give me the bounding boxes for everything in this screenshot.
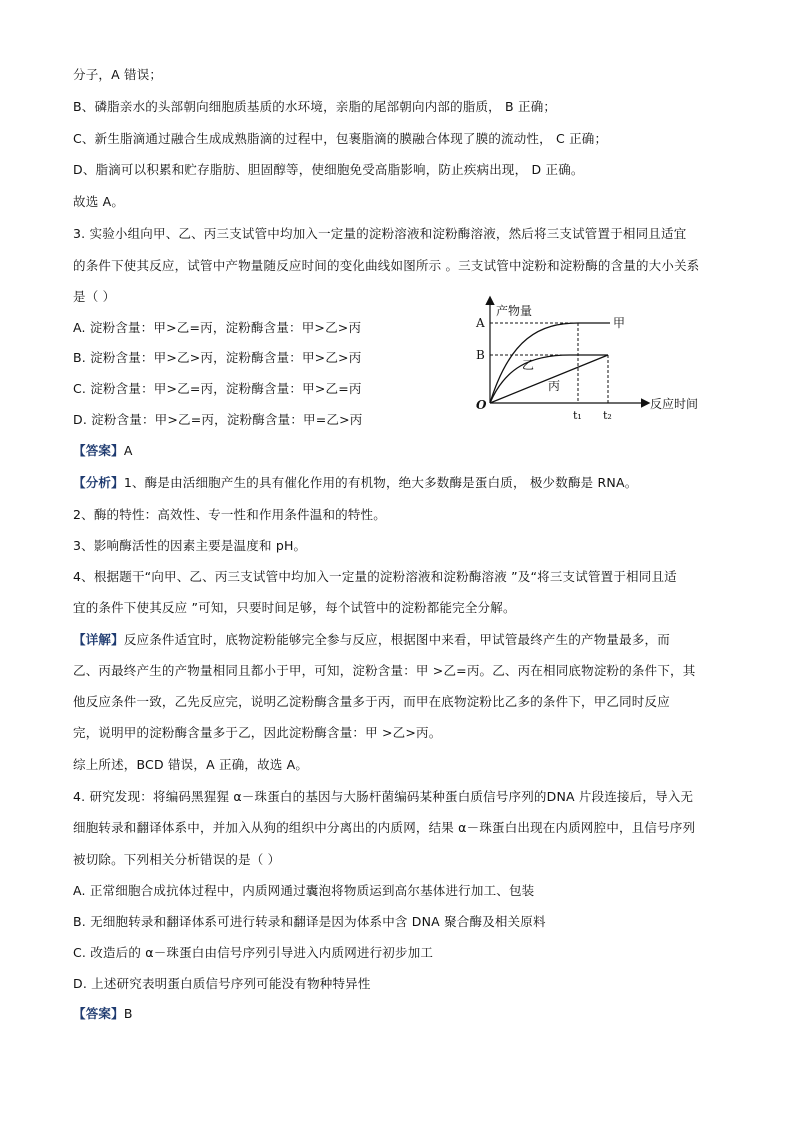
text-line: 宜的条件下使其反应 ”可知，只要时间足够，每个试管中的淀粉都能完全分解。 <box>73 600 516 615</box>
detail-tag: 【详解】 <box>73 632 124 647</box>
origin-label: O <box>476 398 487 412</box>
option-b: B. 淀粉含量：甲>乙>丙，淀粉酶含量：甲>乙>丙 <box>73 350 362 365</box>
text-line: 2、酶的特性：高效性、专一性和作用条件温和的特性。 <box>73 507 386 522</box>
question-3-stem: 3. 实验小组向甲、乙、丙三支试管中均加入一定量的淀粉溶液和淀粉酶溶液，然后将三支试管置于相同且适宜 <box>73 226 687 241</box>
text-line: 3、影响酶活性的因素主要是温度和 pH。 <box>73 538 307 553</box>
analysis-line <box>73 475 637 491</box>
curve-label-jia: 甲 <box>613 316 626 330</box>
curve-label-bing: 丙 <box>548 379 561 393</box>
detail-text: 反应条件适宜时，底物淀粉能够完全参与反应，根据图中来看，甲试管最终产生的产物量最多，而 <box>123 632 670 647</box>
y-tick-a: A <box>476 316 485 330</box>
text-line: 完，说明甲的淀粉酶含量多于乙，因此淀粉酶含量：甲 >乙>丙。 <box>73 725 442 740</box>
question-3-stem: 是（ ） <box>73 289 116 304</box>
option-c: C. 改造后的 α－珠蛋白由信号序列引导进入内质网进行初步加工 <box>73 945 434 960</box>
curve-label-yi: 乙 <box>522 358 535 372</box>
question-3-stem: 的条件下使其反应，试管中产物量随反应时间的变化曲线如图所示 。三支试管中淀粉和淀粉酶的含量的大小关系 <box>73 258 700 273</box>
option-b: B. 无细胞转录和翻译体系可进行转录和翻译是因为体系中含 DNA 聚合酶及相关原料 <box>73 914 546 929</box>
answer-line <box>73 1006 133 1022</box>
answer-value: A <box>123 443 133 458</box>
x-axis-label: 反应时间 <box>650 397 699 411</box>
option-c: C. 淀粉含量：甲>乙=丙，淀粉酶含量：甲>乙=丙 <box>73 381 362 396</box>
x-tick-t1: t₁ <box>573 409 582 422</box>
question-4-stem: 细胞转录和翻译体系中，并加入从狗的组织中分离出的内质网，结果 α－珠蛋白出现在内质网腔中，且信号序列 <box>73 820 696 835</box>
text-line: 乙、丙最终产生的产物量相同且都小于甲，可知，淀粉含量：甲 >乙=丙。乙、丙在相同底物淀粉的条件下，其 <box>73 663 696 678</box>
option-a: A. 正常细胞合成抗体过程中，内质网通过囊泡将物质运到高尔基体进行加工、包装 <box>73 883 535 898</box>
answer-value: B <box>123 1006 133 1021</box>
analysis-text: 1、酶是由活细胞产生的具有催化作用的有机物，绝大多数酶是蛋白质， 极少数酶是 RNA。 <box>123 475 638 490</box>
x-tick-t2: t₂ <box>603 409 612 422</box>
text-line: B、磷脂亲水的头部朝向细胞质基质的水环境，亲脂的尾部朝向内部的脂质， B 正确； <box>73 99 557 114</box>
answer-tag: 【答案】 <box>73 443 124 458</box>
option-d: D. 淀粉含量：甲>乙=丙，淀粉酶含量：甲=乙>丙 <box>73 412 363 427</box>
text-line: D、脂滴可以积累和贮存脂肪、胆固醇等，使细胞免受高脂影响，防止疾病出现， D 正确。 <box>73 162 584 177</box>
text-line: 综上所述，BCD 错误，A 正确，故选 A。 <box>73 757 309 772</box>
y-axis-label: 产物量 <box>496 304 533 318</box>
option-a: A. 淀粉含量：甲>乙=丙，淀粉酶含量：甲>乙>丙 <box>73 320 362 335</box>
text-line: C、新生脂滴通过融合生成成熟脂滴的过程中，包裹脂滴的膜融合体现了膜的流动性， C 正确； <box>73 131 608 146</box>
answer-line <box>73 443 133 459</box>
analysis-tag: 【分析】 <box>73 475 124 490</box>
y-tick-b: B <box>476 348 485 362</box>
text-line: 他反应条件一致，乙先反应完，说明乙淀粉酶含量多于丙，而甲在底物淀粉比乙多的条件下，甲乙同时反应 <box>73 694 670 709</box>
option-d: D. 上述研究表明蛋白质信号序列可能没有物种特异性 <box>73 976 371 991</box>
text-line: 分子，A 错误； <box>73 67 163 82</box>
detail-line <box>73 632 670 648</box>
product-time-graph <box>470 293 730 423</box>
question-4-stem: 被切除。下列相关分析错误的是（ ） <box>73 852 281 867</box>
text-line: 4、根据题干“向甲、乙、丙三支试管中均加入一定量的淀粉溶液和淀粉酶溶液 ”及“将三支试管置于相同且适 <box>73 569 677 584</box>
text-line: 故选 A。 <box>73 194 125 209</box>
question-4-stem: 4. 研究发现：将编码黑猩猩 α－珠蛋白的基因与大肠杆菌编码某种蛋白质信号序列的DNA 片段连接后，导入无 <box>73 789 694 804</box>
answer-tag: 【答案】 <box>73 1006 124 1021</box>
